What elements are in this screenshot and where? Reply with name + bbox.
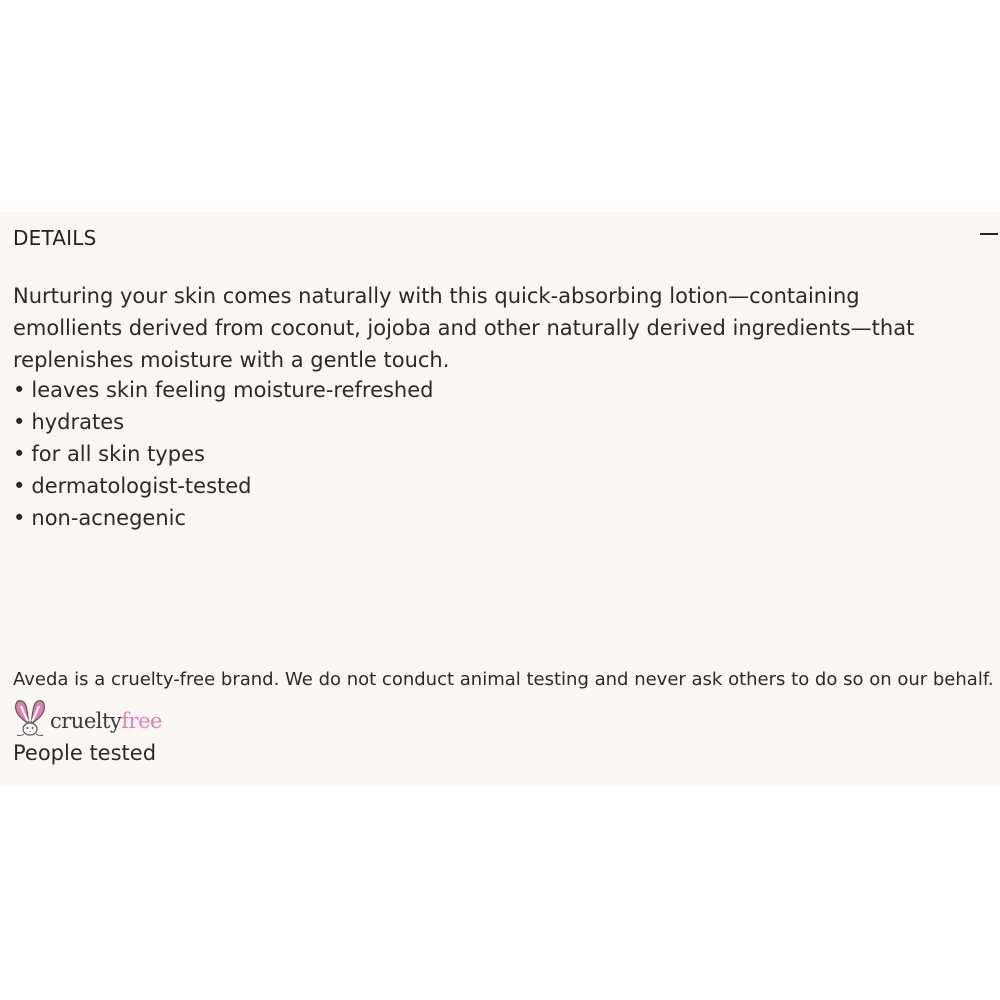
details-header[interactable]: DETAILS	[13, 226, 97, 250]
bunny-icon	[12, 698, 48, 738]
minus-icon[interactable]	[980, 233, 998, 235]
bullet-dot: •	[13, 410, 26, 434]
bullet-dot: •	[13, 378, 26, 402]
wordmark-cruelty: cruelty	[50, 709, 122, 733]
product-description: Nurturing your skin comes naturally with this quick-absorbing lotion—containing emollients derived from coconut, jojoba and other naturally derived ingredients—that replenishes moisture with a gentle touch.	[13, 284, 915, 372]
cruelty-free-wordmark	[50, 709, 162, 733]
bullet-dot: •	[13, 506, 26, 530]
bullet-dot: •	[13, 474, 26, 498]
list-item	[13, 438, 434, 470]
feature-text: non-acnegenic	[31, 506, 187, 530]
list-item	[13, 406, 434, 438]
list-item	[13, 470, 434, 502]
feature-text: hydrates	[31, 410, 125, 434]
feature-text: for all skin types	[31, 442, 205, 466]
cruelty-free-statement: Aveda is a cruelty-free brand. We do not conduct animal testing and never ask others to do so on our behalf.	[13, 669, 994, 690]
people-tested-label: People tested	[13, 741, 157, 765]
list-item	[13, 374, 434, 406]
list-item	[13, 502, 434, 534]
feature-list	[13, 374, 434, 534]
wordmark-free: free	[121, 709, 162, 733]
bullet-dot: •	[13, 442, 26, 466]
cruelty-free-logo	[12, 697, 162, 739]
feature-text: leaves skin feeling moisture-refreshed	[31, 378, 434, 402]
feature-text: dermatologist-tested	[31, 474, 252, 498]
